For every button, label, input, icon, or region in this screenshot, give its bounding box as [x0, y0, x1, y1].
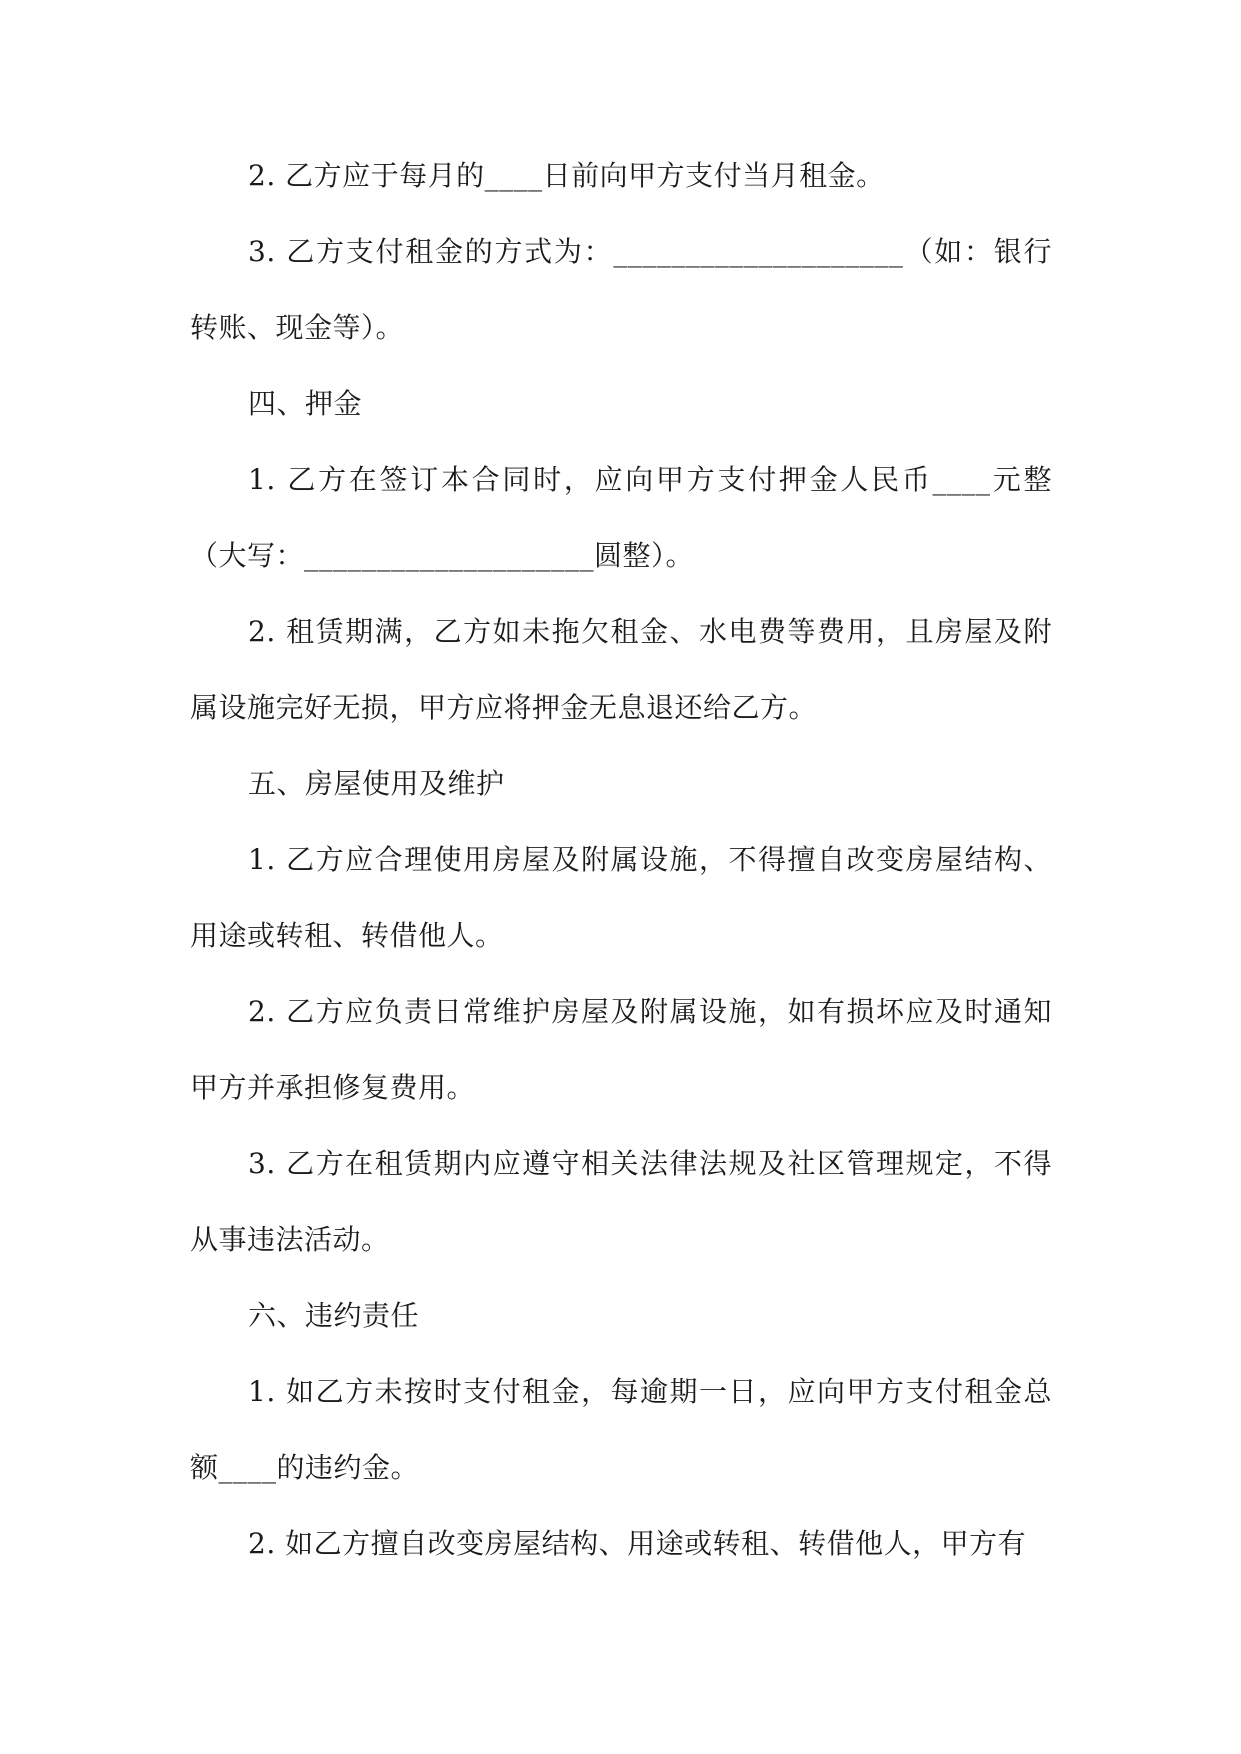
document-body — [190, 138, 1052, 1582]
clause-legal-compliance: 3. 乙方在租赁期内应遵守相关法律法规及社区管理规定，不得从事违法活动。 — [190, 1147, 1052, 1256]
clause-unauthorized-change: 2. 如乙方擅自改变房屋结构、用途或转租、转借他人，甲方有 — [248, 1527, 1027, 1560]
clause-rent-due-date: 2. 乙方应于每月的____日前向甲方支付当月租金。 — [248, 159, 885, 192]
clause-proper-use: 1. 乙方应合理使用房屋及附属设施，不得擅自改变房屋结构、用途或转租、转借他人。 — [190, 843, 1052, 952]
section-heading-deposit: 四、押金 — [248, 387, 363, 420]
clause-rent-payment-method: 3. 乙方支付租金的方式为：____________________（如：银行转账、现金等）。 — [190, 235, 1052, 344]
clause-late-payment-penalty: 1. 如乙方未按时支付租金，每逾期一日，应向甲方支付租金总额____的违约金。 — [190, 1375, 1052, 1484]
clause-deposit-amount: 1. 乙方在签订本合同时，应向甲方支付押金人民币____元整（大写：____________________圆整）。 — [190, 463, 1052, 572]
section-heading-use-maintenance: 五、房屋使用及维护 — [248, 767, 505, 800]
clause-deposit-refund: 2. 租赁期满，乙方如未拖欠租金、水电费等费用，且房屋及附属设施完好无损，甲方应将押金无息退还给乙方。 — [190, 615, 1052, 724]
clause-daily-maintenance: 2. 乙方应负责日常维护房屋及附属设施，如有损坏应及时通知甲方并承担修复费用。 — [190, 995, 1052, 1104]
section-heading-liability: 六、违约责任 — [248, 1299, 420, 1332]
